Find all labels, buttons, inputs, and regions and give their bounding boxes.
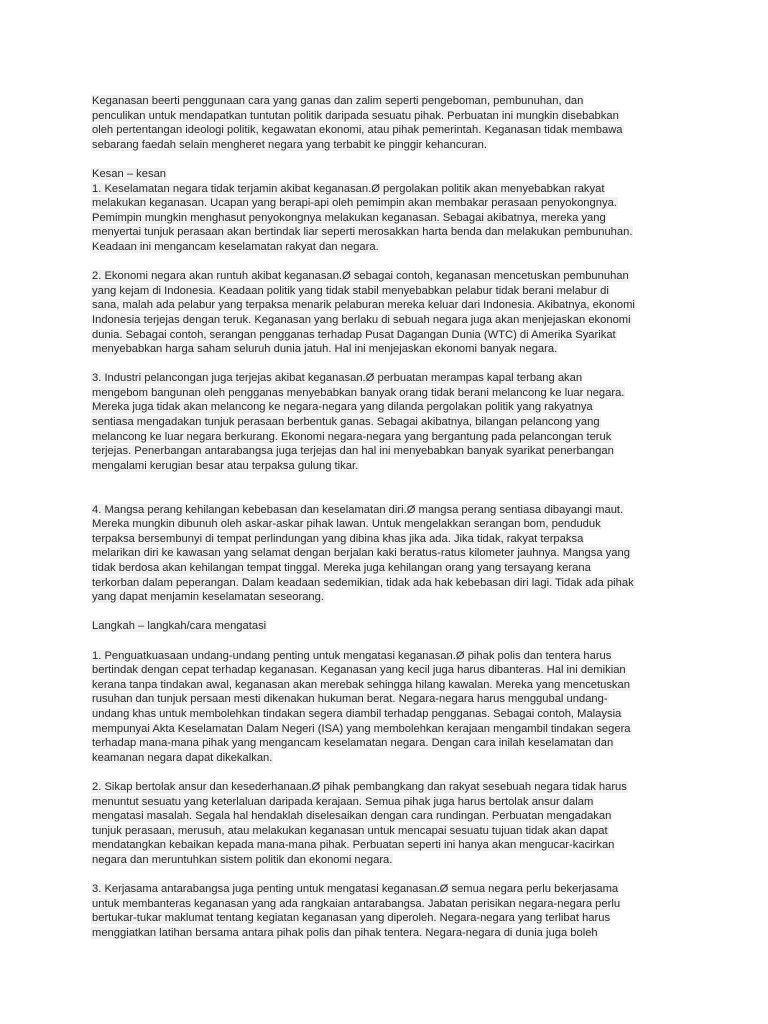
kesan-paragraph-4 [91, 503, 691, 605]
text-line: penculikan untuk mendapatkan tuntutan politik daripada sesuatu pihak. Perbuatan ini mungkin disebabkan [92, 109, 619, 122]
text-line: terjejas. Penerbangan antarabangsa juga terjejas dan hal ini menyebabkan banyak syarikat penerbangan [92, 445, 614, 458]
text-line: melarikan diri ke kawasan yang selamat dengan berjalan kaki beratus-ratus kilometer jauhnya. Mangsa yang [92, 547, 630, 560]
kesan-paragraph-1 [91, 182, 691, 255]
text-line: 1. Keselamatan negara tidak terjamin akibat keganasan.Ø pergolakan politik akan menyebabkan rakyat [92, 182, 605, 195]
text-line: Mereka mungkin dibunuh oleh askar-askar pihak lawan. Untuk mengelakkan serangan bom, penduduk [92, 518, 601, 531]
text-line: Pemimpin mungkin menghasut penyokongnya melakukan keganasan. Sebagai akibatnya, mereka yang [92, 211, 606, 224]
text-line: mempunyai Akta Keselamatan Dalam Negeri (ISA) yang membolehkan kerajaan mengambil tindakan segera [92, 722, 631, 735]
text-line: terpaksa bersembunyi di tempat perlindungan yang dibina khas jika ada. Jika tidak, rakyat terpaksa [92, 532, 584, 545]
text-line: sana, malah ada pelabur yang terpaksa menarik pelaburan mereka keluar dari Indonesia. Akibatnya, ekonomi [92, 299, 635, 312]
text-line: 2. Ekonomi negara akan runtuh akibat keganasan.Ø sebagai contoh, keganasan mencetuskan pembunuhan [92, 270, 629, 283]
text-line: bertukar-tukar maklumat tentang kegiatan keganasan yang diperoleh. Negara-negara yang terlibat harus [92, 912, 611, 925]
text-line: Mereka juga tidak akan melancong ke negara-negara yang dilanda pergolakan politik yang rakyatnya [92, 401, 593, 414]
langkah-paragraph-1 [91, 649, 691, 766]
text-line: keamanan negara dapat dikekalkan. [92, 751, 273, 764]
text-line: yang dapat menjamin keselamatan seseorang. [92, 591, 324, 604]
text-line: melancong ke luar negara berkurang. Ekonomi negara-negara yang bergantung pada pelancongan teruk [92, 430, 612, 443]
text-line: tunjuk perasaan, merusuh, atau melakukan keganasan untuk mencapai sesuatu tujuan tidak akan dapat [92, 824, 608, 837]
section-heading: Langkah – langkah/cara mengatasi [92, 620, 267, 633]
text-line: mengebom bangunan oleh pengganas menyebabkan banyak orang tidak berani melancong ke luar negara. [92, 386, 625, 399]
text-line: 4. Mangsa perang kehilangan kebebasan dan keselamatan diri.Ø mangsa perang sentiasa dibayangi maut. [92, 503, 624, 516]
text-line: kerana tanpa tindakan awal, keganasan akan merebak sehingga hilang kawalan. Mereka yang mencetuskan [92, 678, 630, 691]
kesan-paragraph-2 [91, 269, 691, 357]
text-line: tidak berdosa akan kehilangan tempat tinggal. Mereka juga kehilangan orang yang tersayang kerana [92, 562, 591, 574]
text-line: 3. Industri pelancongan juga terjejas akibat keganasan.Ø perbuatan merampas kapal terbang akan [92, 372, 583, 385]
document-page [91, 94, 691, 940]
text-line: terhadap mana-mana pihak yang mengancam keselamatan negara. Dengan cara inilah keselamatan dan [92, 737, 614, 750]
text-line: menggiatkan latihan bersama antara pihak polis dan pihak tentera. Negara-negara di dunia juga boleh [92, 926, 598, 939]
intro-paragraph [91, 94, 691, 152]
text-line: Indonesia terjejas dengan teruk. Keganasan yang berlaku di sebuah negara juga akan menjejaskan ekonomi [92, 313, 631, 326]
text-line: menyertai tunjuk perasaan akan bertindak liar seperti merosakkan harta benda dan melakukan pembunuhan. [92, 226, 633, 239]
text-line: untuk membanteras keganasan yang ada rangkaian antarabangsa. Jabatan perisikan negara-negara perlu [92, 897, 621, 910]
text-line: menyebabkan harga saham seluruh dunia jatuh. Hal ini menjejaskan ekonomi banyak negara. [92, 343, 558, 356]
text-line: undang khas untuk membolehkan tindakan segera diambil terhadap pengganas. Sebagai contoh, Malaysia [92, 707, 622, 720]
langkah-paragraph-3 [91, 882, 691, 940]
langkah-heading [91, 619, 691, 634]
text-line: Keganasan beerti penggunaan cara yang ganas dan zalim seperti pengeboman, pembunuhan, dan [92, 95, 584, 107]
section-heading: Kesan – kesan [92, 167, 167, 180]
text-line: mengalami kerugian besar atau terpaksa gulung tikar. [92, 459, 359, 472]
text-line: sebarang faedah selain mengheret negara yang terbabit ke pinggir kehancuran. [92, 138, 487, 151]
text-line: negara dan meruntuhkan sistem politik dan ekonomi negara. [92, 853, 393, 866]
text-line: 3. Kerjasama antarabangsa juga penting untuk mengatasi keganasan.Ø semua negara perlu bekerjasama [92, 883, 619, 896]
text-line: sentiasa mengadakan tunjuk perasaan berbentuk ganas. Sebagai akibatnya, bilangan pelancong yang [92, 416, 600, 429]
text-line: yang kejam di Indonesia. Keadaan politik yang tidak stabil menyebabkan pelabur tidak berani melabur di [92, 284, 609, 297]
text-line: Keadaan ini mengancam keselamatan rakyat dan negara. [92, 240, 379, 253]
text-line: mengatasi masalah. Segala hal hendaklah diselesaikan dengan cara rundingan. Perbuatan mengadakan [92, 810, 612, 823]
text-line: terkorban dalam peperangan. Dalam keadaan sedemikian, tidak ada hak kebebasan diri lagi. Tidak ada pihak [92, 576, 634, 589]
kesan-heading [91, 167, 691, 182]
kesan-paragraph-3 [91, 371, 691, 473]
text-line: melakukan keganasan. Ucapan yang berapi-api oleh pemimpin akan membakar perasaan penyokongnya. [92, 197, 617, 210]
text-line: menuntut sesuatu yang keterlaluan daripada kerajaan. Semua pihak juga harus bertolak ansur dalam [92, 795, 594, 808]
text-line: 2. Sikap bertolak ansur dan kesederhanaan.Ø pihak pembangkang dan rakyat sesebuah negara tidak harus [92, 780, 627, 793]
text-line: dunia. Sebagai contoh, serangan pengganas terhadap Pusat Dagangan Dunia (WTC) di Amerika Syarikat [92, 328, 616, 341]
text-line: oleh pertentangan ideologi politik, kegawatan ekonomi, atau pihak pemerintah. Keganasan tidak membawa [92, 124, 623, 137]
text-line: 1. Penguatkuasaan undang-undang penting untuk mengatasi keganasan.Ø pihak polis dan tentera harus [92, 649, 612, 662]
text-line: bertindak dengan cepat terhadap keganasan. Keganasan yang kecil juga harus dibanteras. Hal ini demikian [92, 664, 626, 677]
text-line: rusuhan dan tunjuk persaan mesti dikenakan hukuman berat. Negara-negara harus menggubal undang- [92, 693, 608, 706]
text-line: mendatangkan kebaikan kepada mana-mana pihak. Perbuatan seperti ini hanya akan mengucar-kacirkan [92, 839, 615, 852]
langkah-paragraph-2 [91, 780, 691, 868]
